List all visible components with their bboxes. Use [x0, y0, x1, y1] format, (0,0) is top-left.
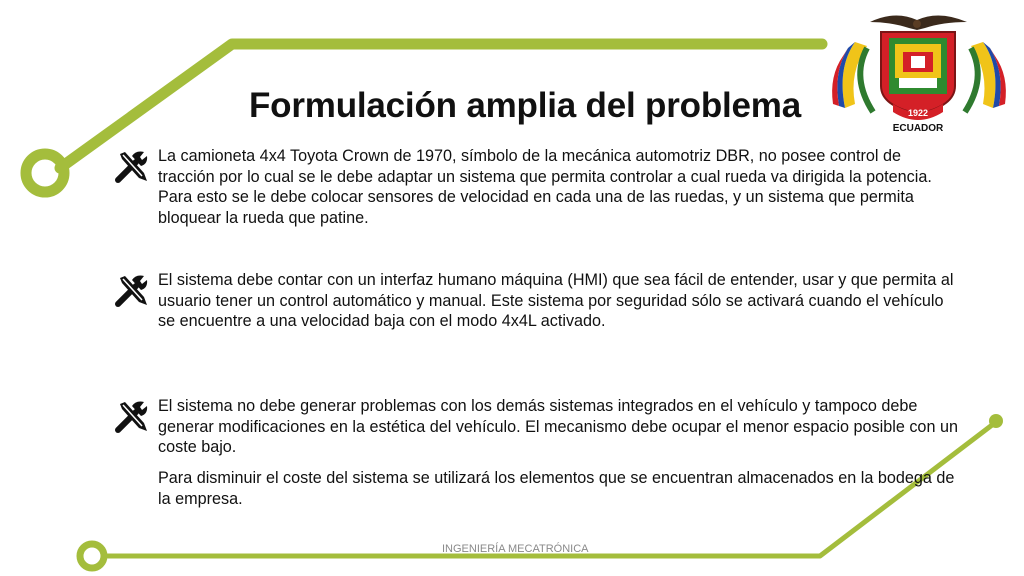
bullet-text: El sistema no debe generar problemas con los demás sistemas integrados en el vehículo y tampoco debe generar modificaciones en la estética del vehículo. El mecanismo debe ocupar el menor espacio posible con un coste bajo. — [158, 397, 958, 457]
tools-icon — [114, 272, 150, 308]
emblem-year: 1922 — [907, 108, 929, 118]
bottom-left-circuit-node — [80, 544, 104, 568]
footer-label: INGENIERÍA MECATRÓNICA — [442, 543, 589, 555]
tools-icon — [114, 398, 150, 434]
tools-icon — [114, 148, 150, 184]
slide-title: Formulación amplia del problema — [249, 86, 801, 125]
bullet-text: El sistema debe contar con un interfaz humano máquina (HMI) que sea fácil de entender, usar y que permita al usuario tener un control automático y manual. Este sistema por seguridad sólo se activará cuando el vehículo se encuentre a una velocidad baja con el modo 4x4L activado. — [158, 271, 954, 331]
emblem-country: ECUADOR — [892, 123, 944, 134]
extra-paragraph-text: Para disminuir el coste del sistema se utilizará los elementos que se encuentran almacenados en la bodega de la empresa. — [158, 469, 955, 508]
bottom-right-circuit-node — [989, 414, 1003, 428]
bullet-text: La camioneta 4x4 Toyota Crown de 1970, símbolo de la mecánica automotriz DBR, no posee control de tracción por lo cual se le debe adaptar un sistema que permita controlar a cual rueda va dirigida la potencia. Para esto se le debe colocar sensores de velocidad en cada una de las ruedas, y un sistema que permita bloquear la rueda que patine. — [158, 147, 932, 227]
